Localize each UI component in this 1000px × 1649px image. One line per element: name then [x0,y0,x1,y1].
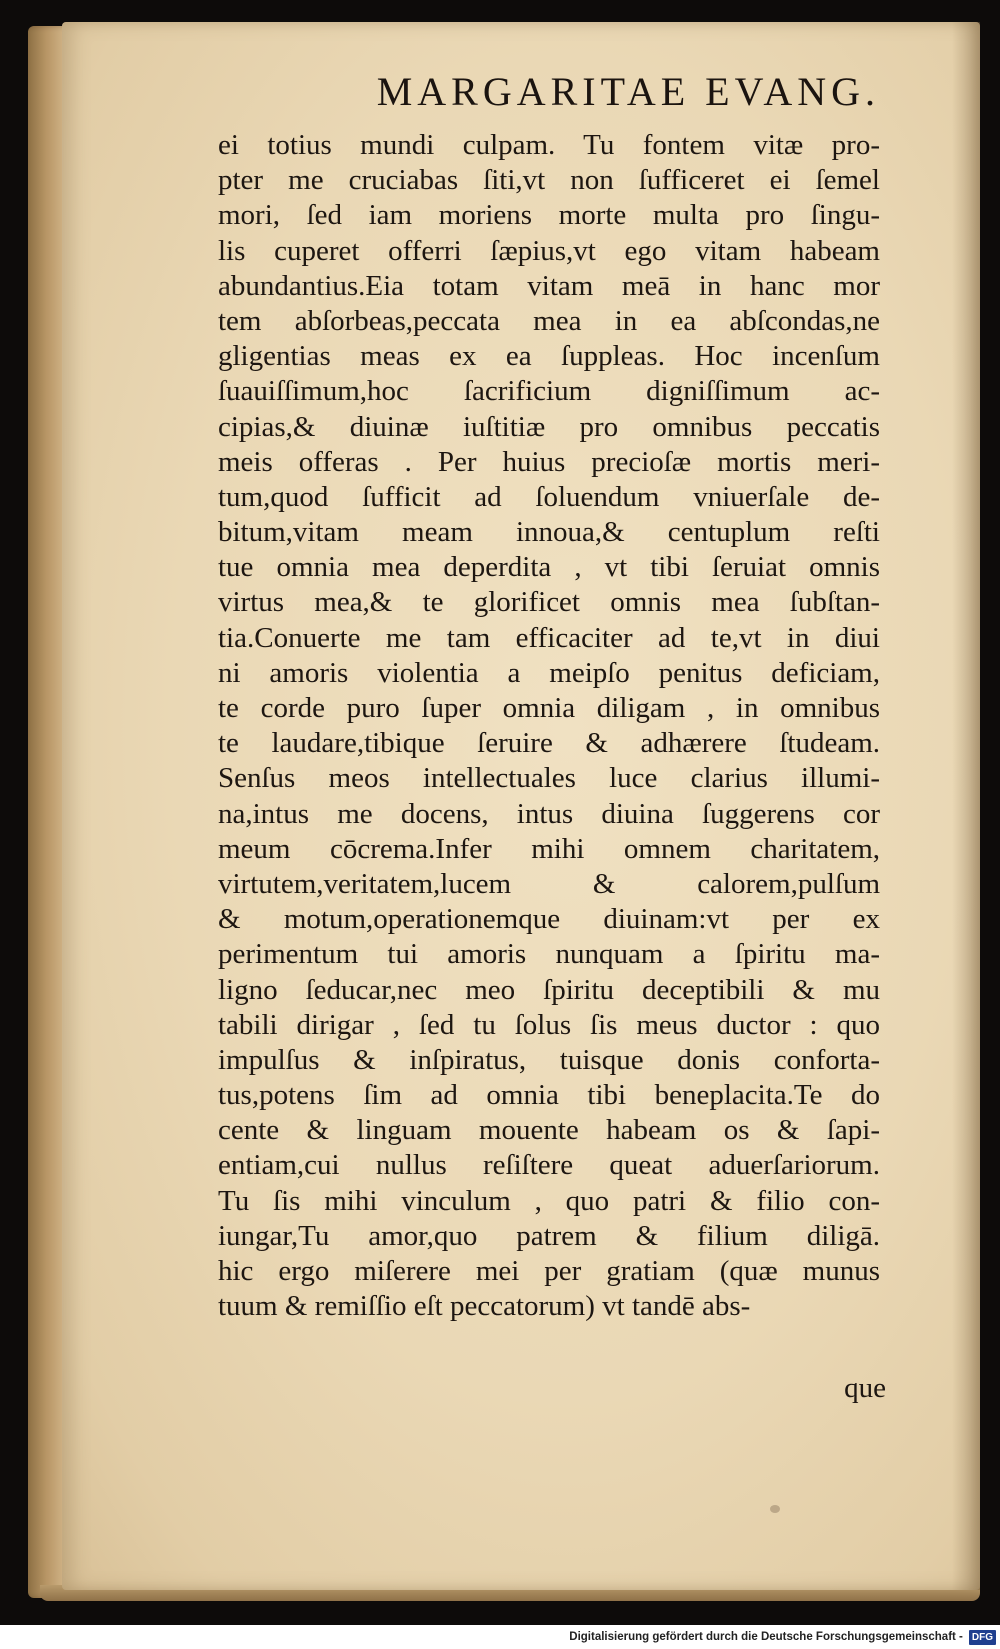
text-line: Tu ſis mihi vinculum , quo patri & filio con- [218,1184,880,1217]
text-line: hic ergo miſerere mei per gratiam (quæ munus [218,1255,880,1287]
digitization-credit: Digitalisierung gefördert durch die Deutsche Forschungsgemeinschaft - [569,1631,963,1643]
text-line: ligno ſeducar,nec meo ſpiritu deceptibili & mu [218,973,880,1006]
dfg-logo[interactable]: DFG [969,1630,996,1645]
paper-stain [770,1505,780,1513]
text-line: meis offeras . Per huius precioſæ mortis meri- [218,445,880,478]
text-line: entiam,cui nullus reſiſtere queat aduerſariorum. [218,1149,880,1182]
text-line: iungar,Tu amor,quo patrem & filium diligā. [218,1219,880,1252]
text-line: lis cuperet offerri ſæpius,vt ego vitam habeam [218,234,880,267]
text-line: tem abſorbeas,peccata mea in ea abſcondas,ne [218,304,880,337]
text-line: cente & linguam mouente habeam os & ſapi- [218,1114,880,1147]
text-line: perimentum tui amoris nunquam a ſpiritu ma- [218,938,880,971]
text-line: ſuauiſſimum,hoc ſacrificium digniſſimum ac- [218,375,880,408]
text-line: bitum,vitam meam innoua,& centuplum reſti [218,516,880,549]
text-line: impulſus & inſpiratus, tuisque donis conforta- [218,1043,880,1076]
text-line: ei totius mundi culpam. Tu fontem vitæ pro- [218,129,880,161]
text-line: virtutem,veritatem,lucem & calorem,pulſum [218,867,880,900]
text-line: na,intus me docens, intus diuina ſuggerens cor [218,797,880,830]
text-line: tum,quod ſufficit ad ſoluendum vniuerſale de- [218,480,880,513]
text-line: gligentias meas ex ea ſuppleas. Hoc incenſum [218,340,880,373]
page-gutter-shadow [952,22,980,1590]
text-line: Senſus meos intellectuales luce clarius illumi- [218,762,880,795]
text-line: meum cōcrema.Infer mihi omnem charitatem, [218,832,880,865]
text-line: tuum & remiſſio eſt peccatorum) vt tandē abs- [218,1290,751,1323]
catchword: que [844,1372,886,1404]
text-line: abundantius.Eia totam vitam meā in hanc mor [218,269,880,302]
text-line: mori, ſed iam moriens morte multa pro ſingu- [218,199,880,232]
text-line: te corde puro ſuper omnia diligam , in omnibus [218,692,880,724]
running-head: MARGARITAE EVANG. [376,69,880,114]
text-line: tia.Conuerte me tam efficaciter ad te,vt in diui [218,621,880,654]
text-line: tabili dirigar , ſed tu ſolus ſis meus ductor : quo [218,1008,880,1041]
text-line: & motum,operationemque diuinam:vt per ex [218,903,880,936]
text-line: ni amoris violentia a meipſo penitus deficiam, [218,656,880,689]
text-line: virtus mea,& te glorificet omnis mea ſubſtan- [218,586,880,619]
text-line: tue omnia mea deperdita , vt tibi ſeruiat omnis [218,551,880,584]
text-line: cipias,& diuinæ iuſtitiæ pro omnibus peccatis [218,410,880,443]
body-text [218,128,880,1324]
text-line: te laudare,tibique ſeruire & adhærere ſtudeam. [218,727,880,760]
digitization-footer [0,1625,1000,1649]
text-line: pter me cruciabas ſiti,vt non ſufficeret ei ſemel [218,164,880,197]
text-line: tus,potens ſim ad omnia tibi beneplacita.Te do [218,1079,880,1112]
